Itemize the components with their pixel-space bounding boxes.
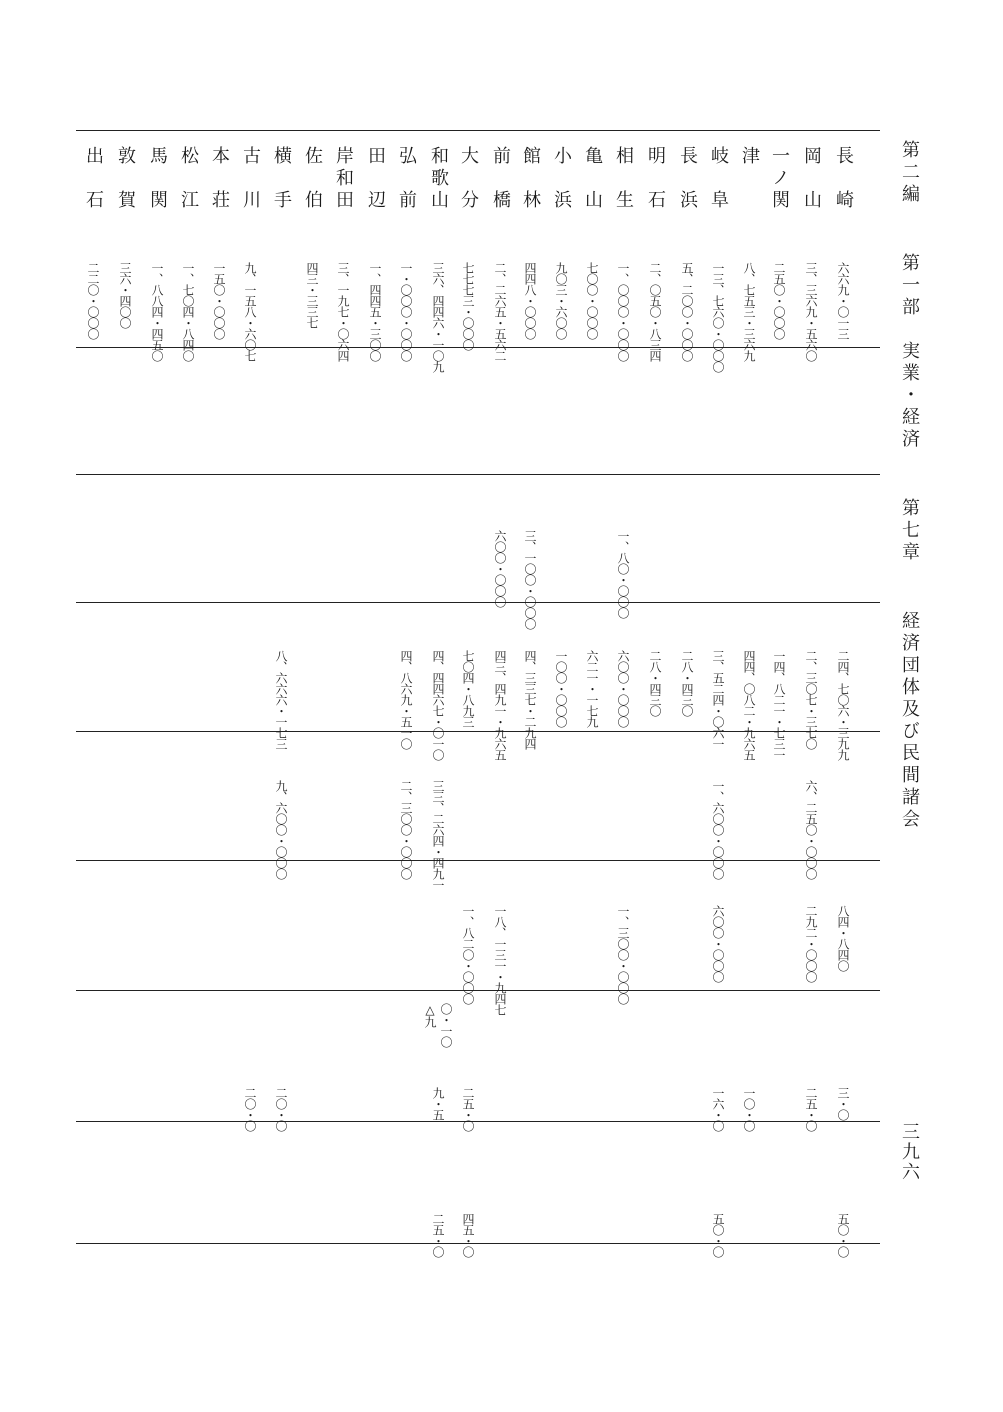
table-cell: 三・〇 bbox=[836, 1087, 850, 1120]
city-name: 長崎 bbox=[833, 146, 854, 234]
table-cell: 四、八六九・五一〇 bbox=[399, 650, 413, 749]
city-name: 岐阜 bbox=[708, 146, 729, 234]
table-cell: 三、五二四・〇六一 bbox=[711, 650, 725, 749]
table-cell: 一五〇・〇〇〇 bbox=[212, 262, 226, 339]
city-name: 出石 bbox=[83, 146, 104, 234]
table-cell: 六、二五〇・〇〇〇 bbox=[804, 780, 818, 879]
table-cell: 一〇〇・〇〇〇 bbox=[554, 650, 568, 727]
table-cell: 四四八・〇〇〇 bbox=[523, 262, 537, 339]
table-rule bbox=[76, 474, 880, 475]
table-cell: 一、八二〇・〇〇〇 bbox=[461, 905, 475, 1004]
city-name: 古川 bbox=[240, 146, 261, 234]
table-cell: 七〇〇・〇〇〇 bbox=[585, 262, 599, 339]
table-cell: 三、三六九・五六〇 bbox=[804, 262, 818, 361]
table-cell: 九〇三・六〇〇 bbox=[554, 262, 568, 339]
table-cell: 四四、〇八二・九六五 bbox=[742, 650, 756, 760]
table-cell: 一、三〇〇・〇〇〇 bbox=[616, 905, 630, 1004]
table-cell: 〇・一〇 bbox=[439, 1003, 453, 1047]
table-cell: 四三・三三七 bbox=[305, 262, 319, 328]
table-cell: 三、一九七・〇六四 bbox=[336, 262, 350, 361]
table-cell: 二、三〇七・三七〇 bbox=[804, 650, 818, 749]
running-header bbox=[900, 140, 918, 853]
table-cell: 七七七三・〇〇〇 bbox=[461, 262, 475, 350]
table-cell: 四三、四九一・九六五 bbox=[493, 650, 507, 760]
table-cell: 一三、七六〇・〇〇〇 bbox=[711, 262, 725, 372]
city-name: 田辺 bbox=[365, 146, 386, 234]
table-cell: 四五・〇 bbox=[461, 1213, 475, 1257]
section-label: 第一部 実業・経済 bbox=[899, 253, 920, 451]
city-name: 松江 bbox=[178, 146, 199, 234]
table-cell: 一、七〇四・八四〇 bbox=[181, 262, 195, 361]
city-name: 一ノ関 bbox=[769, 146, 790, 212]
table-cell: 三、一〇〇・〇〇〇 bbox=[523, 530, 537, 629]
table-cell: 二〇・〇 bbox=[274, 1087, 288, 1131]
table-rule bbox=[76, 1243, 880, 1244]
table-cell: 一・〇〇〇・〇〇〇 bbox=[399, 262, 413, 361]
table-cell: 六六九・〇一三 bbox=[836, 262, 850, 339]
table-cell: 二五・〇 bbox=[461, 1087, 475, 1131]
table-cell: 一四、八二一・七三一 bbox=[772, 650, 786, 760]
chapter-label: 第七章 bbox=[899, 498, 920, 564]
table-rule bbox=[76, 990, 880, 991]
table-cell: 二五・〇 bbox=[804, 1087, 818, 1131]
table-cell: 二、〇五〇・八三四 bbox=[648, 262, 662, 361]
table-cell: 五〇・〇 bbox=[711, 1213, 725, 1257]
table-cell: 六〇〇・〇〇〇 bbox=[616, 650, 630, 727]
table-cell: 四、三三七・二九四 bbox=[523, 650, 537, 749]
table-cell: 七〇四・八九三 bbox=[461, 650, 475, 727]
table-cell: 一〇・〇 bbox=[742, 1087, 756, 1131]
table-rule bbox=[76, 1121, 880, 1122]
table-cell: 六〇〇・〇〇〇 bbox=[493, 530, 507, 607]
table-cell: 三三、二六四・四九一 bbox=[431, 780, 445, 890]
table-cell: 八、七五三・三六九 bbox=[742, 262, 756, 361]
city-name: 佐伯 bbox=[302, 146, 323, 234]
table-cell: △九 bbox=[423, 1003, 437, 1027]
table-rule bbox=[76, 130, 880, 131]
table-cell: 五〇・〇 bbox=[836, 1213, 850, 1257]
city-name: 館林 bbox=[520, 146, 541, 234]
table-cell: 二、二六五・五六二 bbox=[493, 262, 507, 361]
city-name: 津 bbox=[739, 146, 760, 168]
table-cell: 八、六六六・一七三 bbox=[274, 650, 288, 749]
city-name: 明石 bbox=[645, 146, 666, 234]
table-rule bbox=[76, 860, 880, 861]
table-cell: 一、〇〇〇・〇〇〇 bbox=[616, 262, 630, 361]
page-number: 三九六 bbox=[899, 1122, 920, 1182]
city-name: 岸和田 bbox=[333, 146, 354, 212]
table-cell: 二八・四三〇 bbox=[680, 650, 694, 716]
city-name: 弘前 bbox=[396, 146, 417, 234]
table-cell: 一八、一三一・九四七 bbox=[493, 905, 507, 1015]
city-name: 本荘 bbox=[209, 146, 230, 234]
part-label: 第二編 bbox=[899, 140, 920, 206]
city-name: 横手 bbox=[271, 146, 292, 234]
table-rule bbox=[76, 602, 880, 603]
city-name: 馬関 bbox=[147, 146, 168, 234]
city-name: 和歌山 bbox=[428, 146, 449, 212]
table-cell: 一、八八四・四五〇 bbox=[150, 262, 164, 361]
table-cell: 九・五 bbox=[431, 1087, 445, 1120]
table-cell: 二〇・〇 bbox=[243, 1087, 257, 1131]
table-cell: 五、二〇〇・〇〇〇 bbox=[680, 262, 694, 361]
table-cell: 二、三〇〇・〇〇〇 bbox=[399, 780, 413, 879]
table-cell: 二五・〇 bbox=[431, 1213, 445, 1257]
table-cell: 一、八〇・〇〇〇 bbox=[616, 530, 630, 618]
table-rule bbox=[76, 731, 880, 732]
chapter-title: 経済団体及び民間諸会 bbox=[899, 611, 920, 831]
table-cell: 二九二・〇〇〇 bbox=[804, 905, 818, 982]
city-name: 小浜 bbox=[551, 146, 572, 234]
table-cell: 六〇〇・〇〇〇 bbox=[711, 905, 725, 982]
table-cell: 一、四四五・三〇〇 bbox=[368, 262, 382, 361]
table-cell: 九、一五八・六〇七 bbox=[243, 262, 257, 361]
table-cell: 三六・四〇〇 bbox=[118, 262, 132, 328]
table-cell: 二四、七〇六・三九九 bbox=[836, 650, 850, 760]
city-name: 岡山 bbox=[801, 146, 822, 234]
table-cell: 二八・四三〇 bbox=[648, 650, 662, 716]
city-name: 長浜 bbox=[677, 146, 698, 234]
city-name: 敦賀 bbox=[115, 146, 136, 234]
table-cell: 四、四四六七・〇一〇 bbox=[431, 650, 445, 760]
table-rule bbox=[76, 347, 880, 348]
table-cell: 八四・八四〇 bbox=[836, 905, 850, 971]
table-cell: 二五〇・〇〇〇 bbox=[772, 262, 786, 339]
city-name: 相生 bbox=[613, 146, 634, 234]
table-cell: 三六、四四六・一〇九 bbox=[431, 262, 445, 372]
table-cell: 九、六〇〇・〇〇〇 bbox=[274, 780, 288, 879]
city-name: 大分 bbox=[458, 146, 479, 234]
table-cell: 六二一・一七九 bbox=[585, 650, 599, 727]
city-name: 亀山 bbox=[582, 146, 603, 234]
table-cell: 一、六〇〇・〇〇〇 bbox=[711, 780, 725, 879]
city-name: 前橋 bbox=[490, 146, 511, 234]
table-cell: 二二〇・〇〇〇 bbox=[86, 262, 100, 339]
table-cell: 一六・〇 bbox=[711, 1087, 725, 1131]
